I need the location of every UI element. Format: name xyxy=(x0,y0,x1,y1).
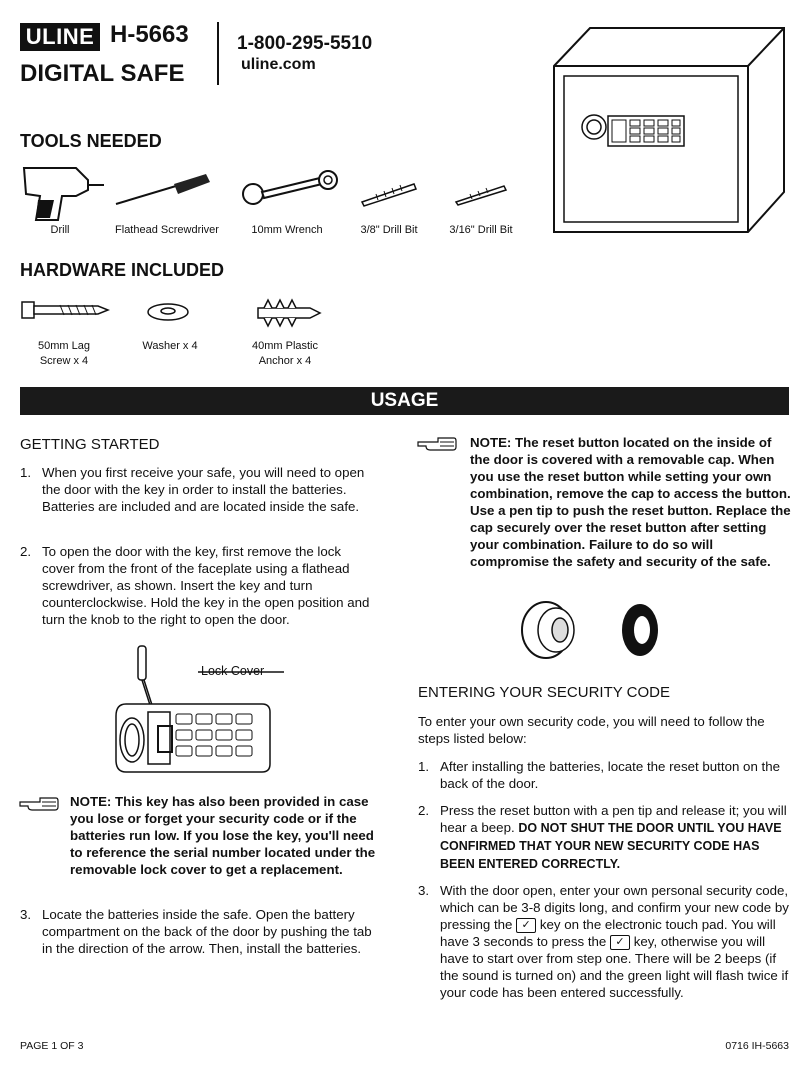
entering-code-heading: ENTERING YOUR SECURITY CODE xyxy=(418,684,670,701)
hardware-label-line: 50mm Lag xyxy=(38,340,90,352)
screwdriver-icon xyxy=(112,170,214,210)
step-number: 3. xyxy=(20,907,32,922)
document-code: 0716 IH-5663 xyxy=(725,1040,789,1052)
hardware-label-lag-screw xyxy=(24,339,104,369)
reset-cap-illustration xyxy=(520,600,668,662)
wrench-icon xyxy=(240,170,344,210)
hardware-label-line: Anchor x 4 xyxy=(258,355,312,367)
tool-label-screwdriver: Flathead Screwdriver xyxy=(115,224,219,236)
document-title: DIGITAL SAFE xyxy=(20,60,185,87)
step-text xyxy=(440,802,790,873)
hardware-heading: HARDWARE INCLUDED xyxy=(20,260,224,280)
checkmark-key-icon: ✓ xyxy=(610,935,630,950)
checkmark-key-icon: ✓ xyxy=(516,918,536,933)
step-number: 2. xyxy=(418,803,430,818)
step-text: To open the door with the key, first remove the lock cover from the front of the faceplate using a flathead screwdriver, as shown. Insert the key and turn counterclockwise. Hold the key in the open position and turn the knob to the right to open the door. xyxy=(42,544,370,627)
lock-cover-label: Lock Cover xyxy=(201,664,265,678)
step-text: When you first receive your safe, you will need to open the door with the key in order to install the batteries. Batteries are included and are located inside the safe. xyxy=(42,465,365,514)
usage-section-header: USAGE xyxy=(20,387,789,415)
plastic-anchor-icon xyxy=(254,298,324,328)
step-text-plain: Press the reset button with a pen tip and release it; you will hear a beep. xyxy=(440,803,787,835)
reset-button-note: NOTE: The reset button located on the inside of the door is covered with a removable cap. When you use the reset button while setting your own combination, remove the cap to access the button. Use a pen tip to push the reset button. Replace the cap securely over the reset button after setting your combination. Failure to do so will compromise the safety and security of the safe. xyxy=(470,435,791,569)
drill-icon xyxy=(18,160,108,222)
step-text-part: key, otherwise you will have to start over from step one. There will be 2 beeps (if the sound is turned on) and the green light will flash twice if your code has been entered successfully. xyxy=(440,934,789,1000)
model-number: H-5663 xyxy=(110,21,189,48)
hardware-label-washer xyxy=(130,339,210,354)
hardware-label-anchor xyxy=(242,339,328,369)
step-text-warning: DO NOT SHUT THE DOOR UNTIL YOU HAVE CONFIRMED THAT YOUR NEW SECURITY CODE HAS BEEN ENTERED CORRECTLY. xyxy=(440,821,782,871)
step-number: 1. xyxy=(20,465,32,480)
header-divider xyxy=(217,22,219,85)
key-note: NOTE: This key has also been provided in case you lose or forget your security code or if the batteries run low. If you lose the key, you'll need to reference the serial number located under the removable lock cover to get a replacement. xyxy=(70,794,376,877)
step-text: Locate the batteries inside the safe. Open the battery compartment on the back of the door by pushing the tab in the direction of the arrow. Then, install the batteries. xyxy=(42,907,372,956)
tool-label-drill-bit-38: 3/8" Drill Bit xyxy=(360,224,418,236)
page-number: PAGE 1 OF 3 xyxy=(20,1040,84,1052)
step-text xyxy=(440,882,790,1001)
washer-icon xyxy=(146,302,190,322)
tool-label-drill-bit-316: 3/16" Drill Bit xyxy=(449,224,513,236)
lag-screw-icon xyxy=(20,298,110,322)
drill-bit-icon xyxy=(452,180,510,206)
uline-logo: ULINE xyxy=(20,23,100,51)
step-number: 2. xyxy=(20,544,32,559)
step-text-part: key on the electronic touch pad. You will have 3 seconds to press the xyxy=(440,917,776,949)
drill-bit-icon xyxy=(358,178,420,208)
keypad-faceplate-illustration xyxy=(112,644,284,780)
phone-number: 1-800-295-5510 xyxy=(237,33,373,54)
step-text-part: With the door open, enter your own personal security code, which can be 3-8 digits long, and confirm your new code by pressing the xyxy=(440,883,789,932)
step-number: 1. xyxy=(418,759,430,774)
entering-code-intro: To enter your own security code, you will need to follow the steps listed below: xyxy=(418,714,765,746)
step-text: After installing the batteries, locate the reset button on the back of the door. xyxy=(440,759,781,791)
digital-safe-illustration xyxy=(546,24,790,236)
website: uline.com xyxy=(241,56,316,73)
hardware-label-line: 40mm Plastic xyxy=(251,340,319,352)
tools-heading: TOOLS NEEDED xyxy=(20,131,162,151)
pointing-hand-icon xyxy=(416,436,458,452)
hardware-label-line: Washer x 4 xyxy=(142,340,198,352)
tool-label-wrench: 10mm Wrench xyxy=(251,224,323,236)
step-number: 3. xyxy=(418,883,430,898)
getting-started-heading: GETTING STARTED xyxy=(20,436,160,453)
pointing-hand-icon xyxy=(18,796,60,812)
tool-label-drill: Drill xyxy=(50,224,70,236)
hardware-label-line: Screw x 4 xyxy=(39,355,89,367)
